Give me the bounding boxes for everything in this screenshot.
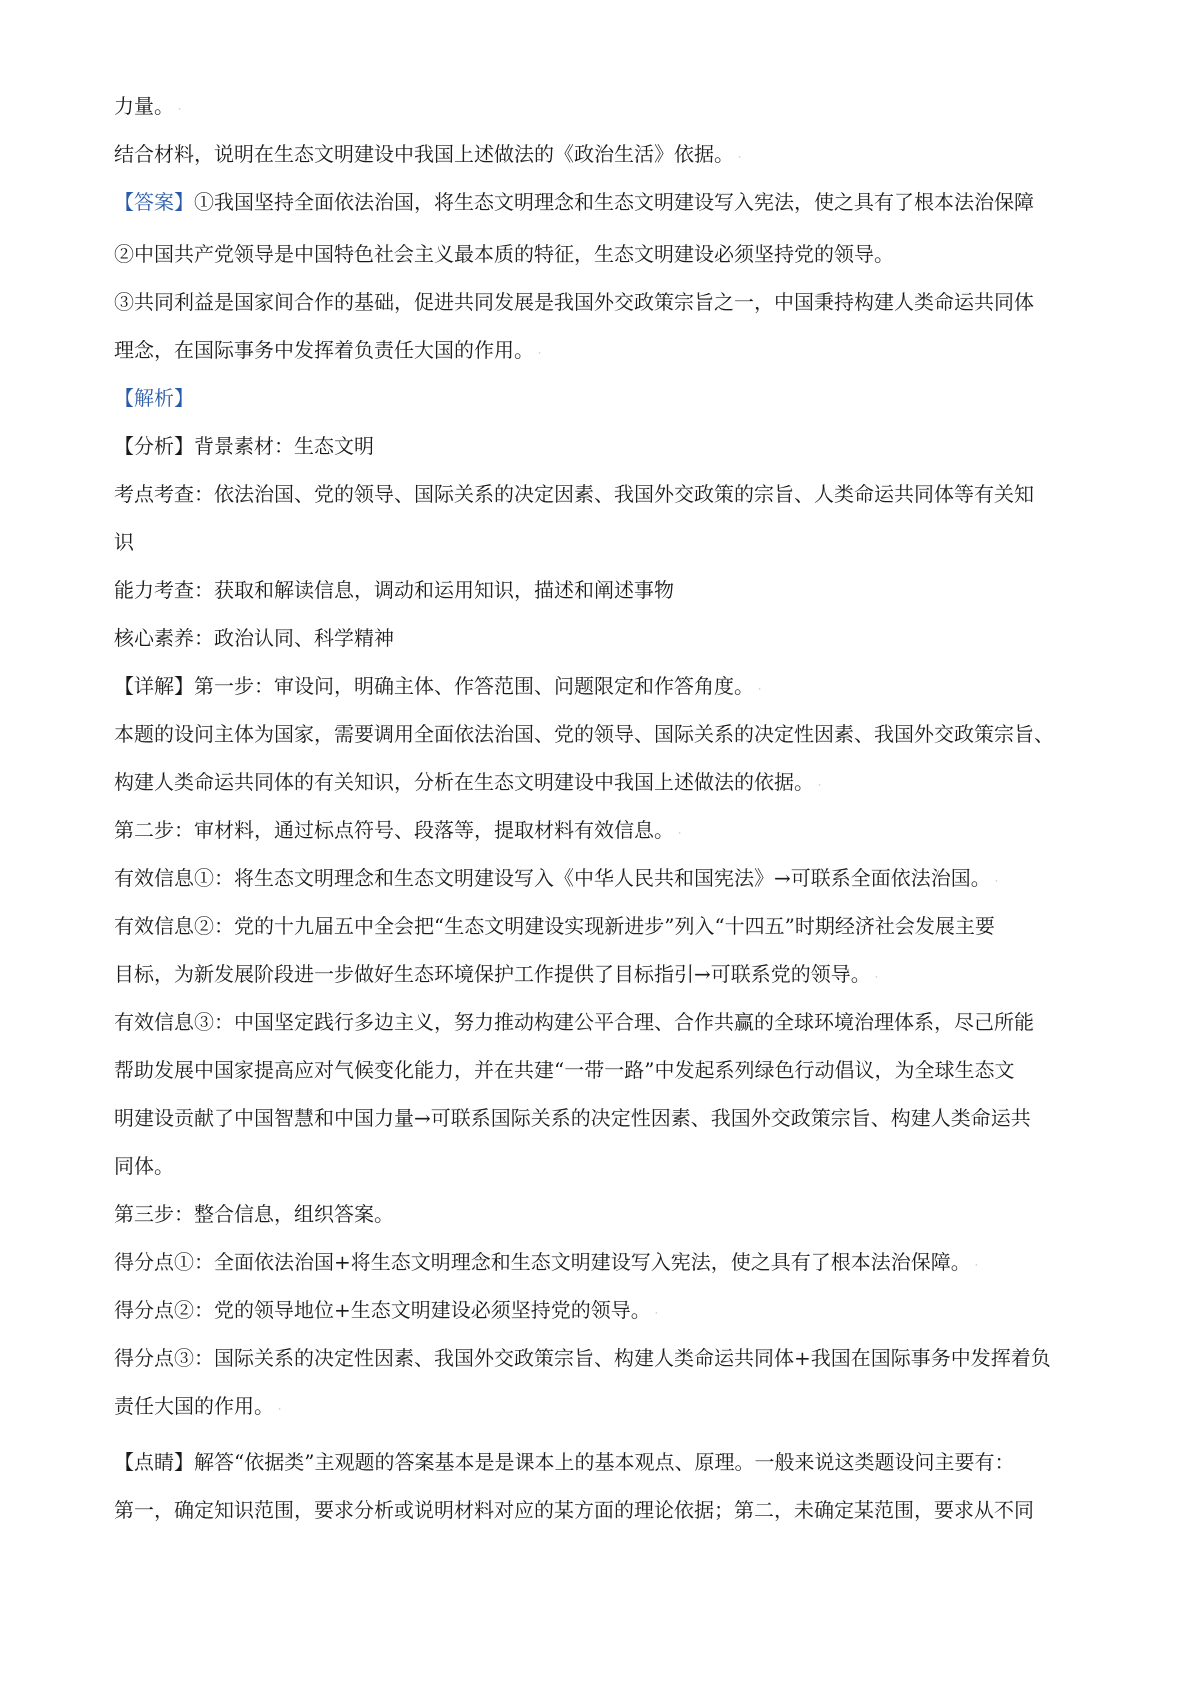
text-line: 得分点②：党的领导地位+生态文明建设必须坚持党的领导。 ⸱	[114, 1298, 658, 1322]
paragraph-mark-icon: ⸱	[994, 874, 998, 888]
analysis-heading	[114, 384, 194, 412]
text-line: 有效信息②：党的十九届五中全会把“生态文明建设实现新进步”列入“十四五”时期经济社会发展主要	[114, 914, 995, 938]
paragraph-mark-icon: ⸱	[874, 970, 878, 984]
answer-line: 【答案】①我国坚持全面依法治国，将生态文明理念和生态文明建设写入宪法，使之具有了根本法治保障	[114, 190, 1034, 214]
text-line: 【分析】背景素材：生态文明	[114, 434, 374, 458]
text-line: 责任大国的作用。 ⸱	[114, 1394, 282, 1418]
text-line: 考点考查：依法治国、党的领导、国际关系的决定因素、我国外交政策的宗旨、人类命运共同体等有关知	[114, 482, 1034, 506]
text-line: 有效信息③：中国坚定践行多边主义，努力推动构建公平合理、合作共赢的全球环境治理体系，尽己所能	[114, 1010, 1034, 1034]
paragraph-mark-icon: ⸱	[654, 1306, 658, 1320]
text-line: 能力考查：获取和解读信息，调动和运用知识，描述和阐述事物	[114, 578, 674, 602]
text-line: 帮助发展中国家提高应对气候变化能力，并在共建“一带一路”中发起系列绿色行动倡议，为全球生态文	[114, 1058, 1015, 1082]
answer-tag: 【答案】	[114, 190, 194, 214]
text-line: 第二步：审材料，通过标点符号、段落等，提取材料有效信息。 ⸱	[114, 818, 682, 842]
paragraph-mark-icon: ⸱	[278, 1402, 282, 1416]
text-line: 本题的设问主体为国家，需要调用全面依法治国、党的领导、国际关系的决定性因素、我国外交政策宗旨、	[114, 722, 1054, 746]
paragraph-mark-icon: ⸱	[818, 778, 822, 792]
paragraph-mark-icon: ⸱	[678, 826, 682, 840]
paragraph-mark-icon: ⸱	[758, 682, 762, 696]
text-line: 目标，为新发展阶段进一步做好生态环境保护工作提供了目标指引→可联系党的领导。 ⸱	[114, 962, 878, 986]
text-line: 力量。 ⸱	[114, 94, 182, 118]
text-line: ②中国共产党领导是中国特色社会主义最本质的特征，生态文明建设必须坚持党的领导。	[114, 242, 894, 266]
text-line: 第一，确定知识范围，要求分析或说明材料对应的某方面的理论依据；第二，未确定某范围，要求从不同	[114, 1498, 1034, 1522]
paragraph-mark-icon: ⸱	[974, 1258, 978, 1272]
text-line: ③共同利益是国家间合作的基础，促进共同发展是我国外交政策宗旨之一，中国秉持构建人类命运共同体	[114, 290, 1034, 314]
text-line: 识	[114, 530, 134, 554]
paragraph-mark-icon: ⸱	[178, 102, 182, 116]
text-line: 构建人类命运共同体的有关知识，分析在生态文明建设中我国上述做法的依据。 ⸱	[114, 770, 822, 794]
text-line: 核心素养：政治认同、科学精神	[114, 626, 394, 650]
text-line: 【点睛】解答“依据类”主观题的答案基本是是课本上的基本观点、原理。一般来说这类题设问主要有：	[114, 1450, 1015, 1474]
paragraph-mark-icon: ⸱	[538, 346, 542, 360]
paragraph-mark-icon: ⸱	[738, 150, 742, 164]
text-line: 【详解】第一步：审设问，明确主体、作答范围、问题限定和作答角度。 ⸱	[114, 674, 762, 698]
analysis-tag: 【解析】	[114, 386, 194, 410]
text-line: 明建设贡献了中国智慧和中国力量→可联系国际关系的决定性因素、我国外交政策宗旨、构建人类命运共	[114, 1106, 1031, 1130]
text-line: 第三步：整合信息，组织答案。	[114, 1202, 394, 1226]
text-line: 得分点③：国际关系的决定性因素、我国外交政策宗旨、构建人类命运共同体+我国在国际事务中发挥着负	[114, 1346, 1051, 1370]
text-line: 同体。	[114, 1154, 174, 1178]
question-line: 结合材料，说明在生态文明建设中我国上述做法的《政治生活》依据。 ⸱	[114, 142, 742, 166]
text-line: 有效信息①：将生态文明理念和生态文明建设写入《中华人民共和国宪法》→可联系全面依法治国。 ⸱	[114, 866, 998, 890]
text-line: 得分点①：全面依法治国+将生态文明理念和生态文明建设写入宪法，使之具有了根本法治保障。 ⸱	[114, 1250, 978, 1274]
text-line: 理念，在国际事务中发挥着负责任大国的作用。 ⸱	[114, 338, 542, 362]
